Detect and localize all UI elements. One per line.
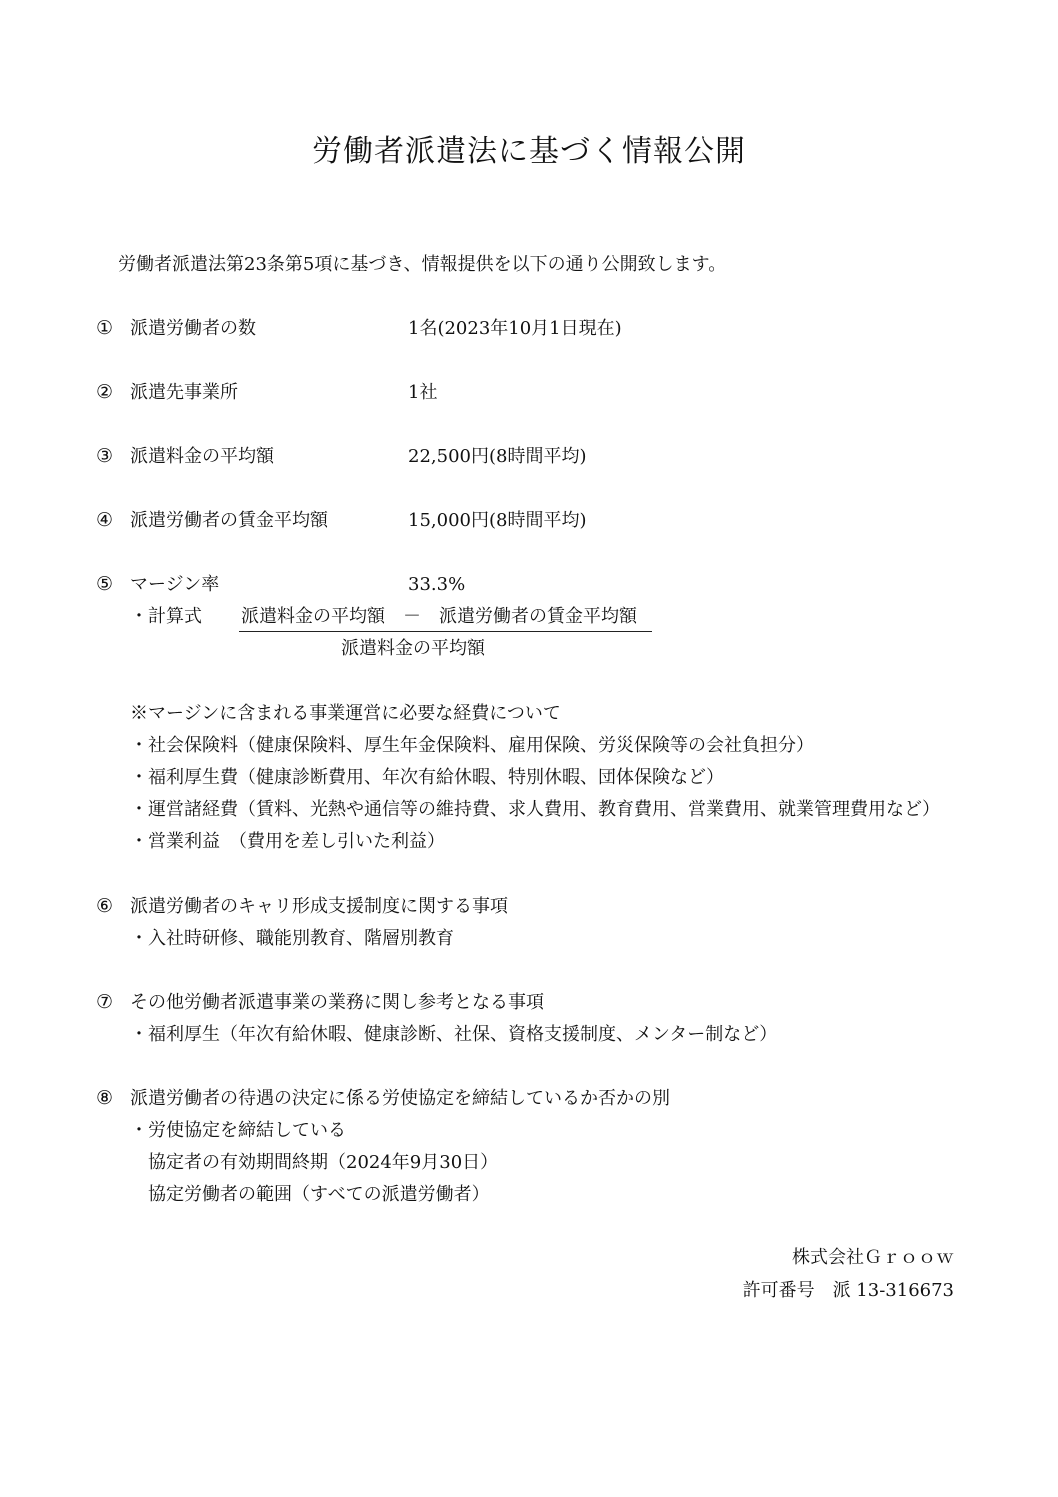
item-value-4: 15,000円(8時間平均)	[408, 510, 587, 531]
formula-numerator: 派遣料金の平均額 － 派遣労働者の賃金平均額	[241, 606, 637, 627]
item-label-2: 派遣先事業所	[130, 382, 238, 403]
item-value-2: 1社	[408, 382, 438, 403]
item-value-1: 1名(2023年10月1日現在)	[408, 318, 622, 339]
margin-note-line: ・営業利益 （費用を差し引いた利益）	[130, 831, 445, 852]
item-value-3: 22,500円(8時間平均)	[408, 446, 587, 467]
formula-label: ・計算式	[130, 606, 202, 627]
formula-denominator: 派遣料金の平均額	[341, 638, 485, 659]
margin-note-heading: ※マージンに含まれる事業運営に必要な経費について	[130, 703, 561, 724]
section6-heading: 派遣労働者のキャリ形成支援制度に関する事項	[130, 896, 508, 917]
section8-line: 協定者の有効期間終期（2024年9月30日）	[148, 1152, 499, 1173]
section8-line: 協定労働者の範囲（すべての派遣労働者）	[148, 1184, 490, 1205]
item-number-1: ①	[96, 317, 114, 339]
item-number-3: ③	[96, 445, 114, 467]
company-name: 株式会社Ｇｒｏｏｗ	[792, 1247, 954, 1268]
margin-note-line: ・社会保険料（健康保険料、厚生年金保険料、雇用保険、労災保険等の会社負担分）	[130, 735, 814, 756]
item-label-4: 派遣労働者の賃金平均額	[130, 510, 328, 531]
item-label-3: 派遣料金の平均額	[130, 446, 274, 467]
intro-text: 労働者派遣法第23条第5項に基づき、情報提供を以下の通り公開致します。	[118, 254, 727, 275]
section6-number: ⑥	[96, 895, 114, 917]
item-label-5: マージン率	[130, 574, 220, 595]
section7-heading: その他労働者派遣事業の業務に関し参考となる事項	[130, 992, 544, 1013]
section7-number: ⑦	[96, 991, 114, 1013]
license-number: 許可番号 派 13-316673	[742, 1280, 954, 1301]
item-number-2: ②	[96, 381, 114, 403]
section8-heading: 派遣労働者の待遇の決定に係る労使協定を締結しているか否かの別	[130, 1088, 670, 1109]
section8-number: ⑧	[96, 1087, 114, 1109]
fraction-bar	[239, 631, 652, 632]
item-number-4: ④	[96, 509, 114, 531]
section7-line: ・福利厚生（年次有給休暇、健康診断、社保、資格支援制度、メンター制など）	[130, 1024, 778, 1045]
section6-line: ・入社時研修、職能別教育、階層別教育	[130, 928, 454, 949]
margin-note-line: ・運営諸経費（賃料、光熱や通信等の維持費、求人費用、教育費用、営業費用、就業管理費用など）	[130, 799, 940, 820]
item-value-5: 33.3%	[408, 574, 466, 595]
section8-line: ・労使協定を締結している	[130, 1120, 346, 1141]
item-number-5: ⑤	[96, 573, 114, 595]
item-label-1: 派遣労働者の数	[130, 318, 256, 339]
page-title: 労働者派遣法に基づく情報公開	[312, 134, 746, 169]
margin-note-line: ・福利厚生費（健康診断費用、年次有給休暇、特別休暇、団体保険など）	[130, 767, 724, 788]
